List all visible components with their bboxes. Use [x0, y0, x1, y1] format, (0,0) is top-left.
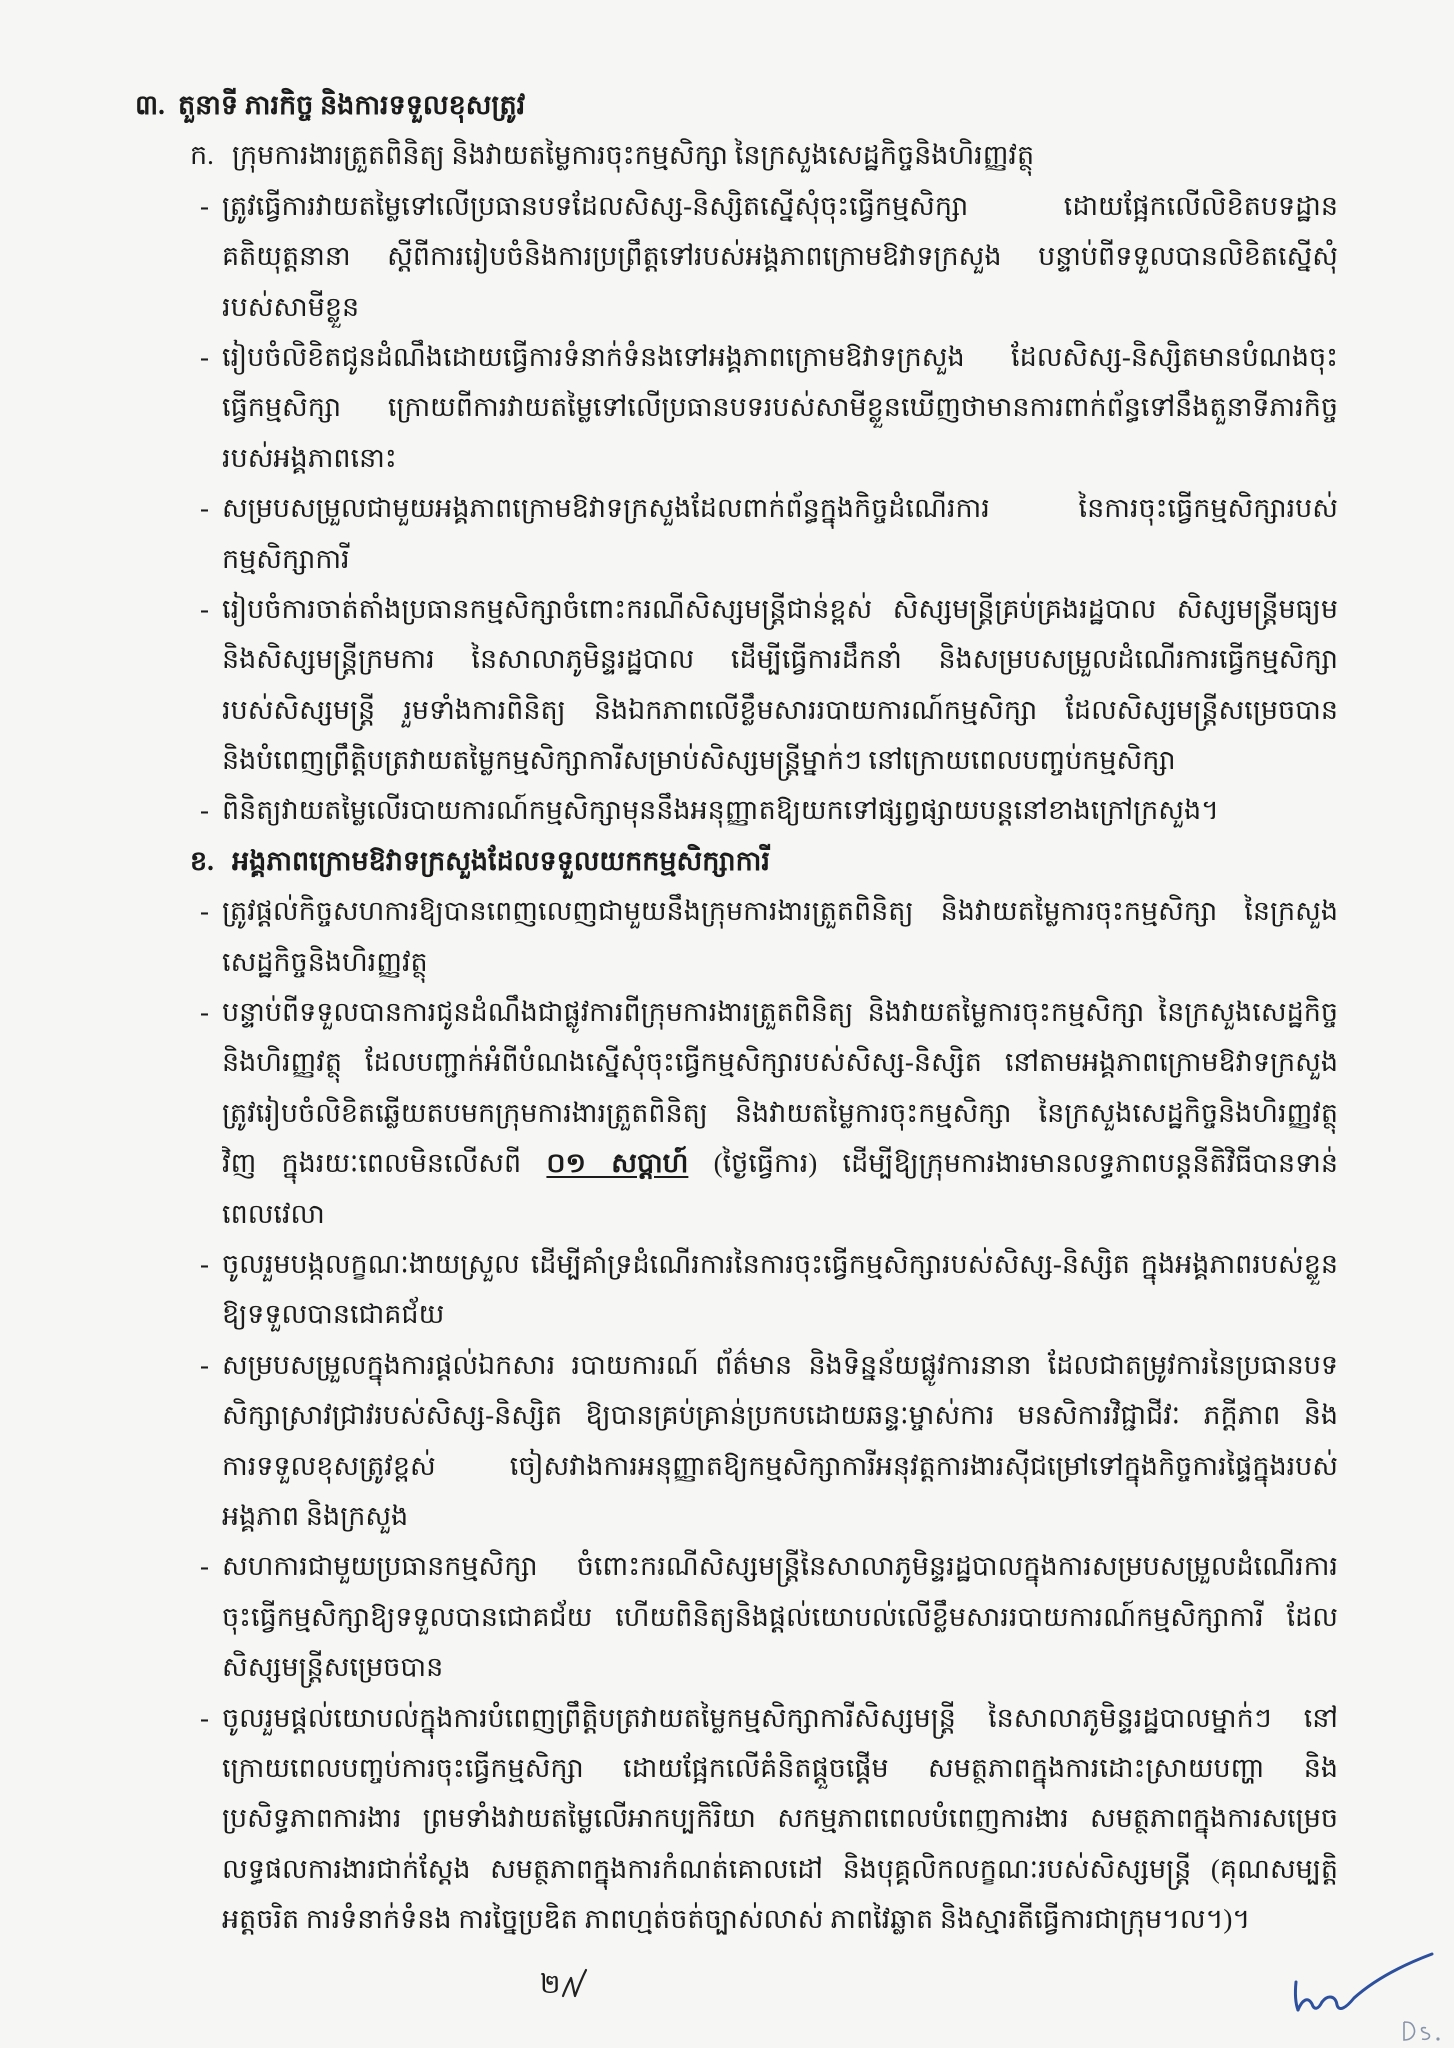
- text-segment: (ថ្ងៃធ្វើការ) ដើម្បីឱ្យក្រុមការងារមានលទ្ធភាពបន្តនីតិវិធីបានទាន់: [688, 1148, 1338, 1179]
- line-text: ធ្វើកម្មសិក្សា ក្រោយពីការវាយតម្លៃទៅលើប្រធានបទរបស់សាមីខ្លួនឃើញថាមានការពាក់ព័ន្ធទៅនឹងតួនាទីភារកិច្ច: [222, 392, 1338, 423]
- line-text: លទ្ធផលការងារជាក់ស្តែង សមត្ថភាពក្នុងការកំណត់គោលដៅ និងបុគ្គលិកលក្ខណៈរបស់សិស្សមន្ត្រី (គុណសម្បត្តិ: [222, 1853, 1338, 1884]
- list-item: [0, 1541, 1454, 1692]
- line-text: របស់អង្គភាពនោះ: [222, 442, 397, 473]
- section-marker: ខ.: [190, 845, 214, 876]
- line-text: ចុះធ្វើកម្មសិក្សាឱ្យទទួលបានជោគជ័យ ហើយពិនិត្យនិងផ្តល់យោបល់លើខ្លឹមសាររបាយការណ៍កម្មសិក្សាការី ដែល: [222, 1601, 1338, 1632]
- line-text: ចូលរួមបង្កលក្ខណៈងាយស្រួល ដើម្បីគាំទ្រដំណើរការនៃការចុះធ្វើកម្មសិក្សារបស់សិស្ស-និស្សិត ក្នុងអង្គភាពរបស់ខ្លួន: [222, 1248, 1338, 1279]
- line-text: និងបំពេញព្រឹត្តិបត្រវាយតម្លៃកម្មសិក្សាការីសម្រាប់សិស្សមន្ត្រីម្នាក់ៗ នៅក្រោយពេលបញ្ចប់កម្មសិក្សា: [222, 745, 1176, 776]
- line-text: សម្របសម្រួលជាមួយអង្គភាពក្រោមឱវាទក្រសួងដែលពាក់ព័ន្ធក្នុងកិច្ចដំណើរការ នៃការចុះធ្វើកម្មសិក្សារបស់: [222, 493, 1338, 524]
- line-text: ពេលវេលា: [222, 1198, 325, 1229]
- line-text: កម្មសិក្សាការី: [222, 543, 350, 574]
- line-text: របស់សាមីខ្លួន: [222, 291, 360, 322]
- text-line: [0, 785, 1454, 835]
- text-line: [0, 1844, 1454, 1894]
- text-line: [0, 433, 1454, 483]
- bullet-dash: -: [200, 493, 209, 524]
- bullet-dash: -: [200, 795, 209, 826]
- text-line: [0, 1390, 1454, 1440]
- text-line: [0, 1189, 1454, 1239]
- line-text: រៀបចំការចាត់តាំងប្រធានកម្មសិក្សាចំពោះករណីសិស្សមន្ត្រីជាន់ខ្ពស់ សិស្សមន្ត្រីគ្រប់គ្រងរដ្ឋបាល សិស្សមន្ត្រីមធ្យម: [222, 593, 1338, 624]
- line-text: សម្របសម្រួលក្នុងការផ្តល់ឯកសារ របាយការណ៍ ព័ត៌មាន និងទិន្នន័យផ្លូវការនានា ដែលជាតម្រូវការនៃប្រធានបទ: [222, 1349, 1338, 1380]
- heading-number: ៣.: [135, 90, 165, 120]
- bullet-dash: -: [200, 1349, 209, 1380]
- section-2: [0, 836, 1454, 1945]
- bullet-dash: -: [200, 190, 209, 221]
- line-text: និងហិរញ្ញវត្ថុ ដែលបញ្ជាក់អំពីបំណងស្នើសុំចុះធ្វើកម្មសិក្សារបស់សិស្ស-និស្សិត នៅតាមអង្គភាពក្រោមឱវាទក្រសួង: [222, 1047, 1338, 1078]
- text-line: [0, 584, 1454, 634]
- text-line: [0, 1491, 1454, 1541]
- text-segment: វិញ ក្នុងរយៈពេលមិនលើសពី: [222, 1148, 547, 1179]
- section-heading: [0, 130, 1454, 180]
- text-line: [0, 282, 1454, 332]
- text-line: [0, 937, 1454, 987]
- section-title: ក្រុមការងារត្រួតពិនិត្យ និងវាយតម្លៃការចុះកម្មសិក្សា នៃក្រសួងសេដ្ឋកិច្ចនិងហិរញ្ញវត្ថុ: [232, 140, 1035, 171]
- line-text: សិស្សមន្ត្រីសម្រេចបាន: [222, 1652, 444, 1683]
- bullet-dash: -: [200, 997, 209, 1028]
- line-text: ការទទួលខុសត្រូវខ្ពស់ ចៀសវាងការអនុញ្ញាតឱ្យកម្មសិក្សាការីអនុវត្តការងារស៊ីជម្រៅទៅក្នុងកិច្ចការផ្ទៃក្នុងរបស់: [222, 1450, 1338, 1481]
- line-text: ត្រូវរៀបចំលិខិតឆ្លើយតបមកក្រុមការងារត្រួតពិនិត្យ និងវាយតម្លៃការចុះកម្មសិក្សា នៃក្រសួងសេដ្ឋកិច្ចនិងហិរញ្ញវត្ថុ: [222, 1097, 1338, 1128]
- faint-initials-mark: [1398, 2016, 1446, 2046]
- line-text: និងសិស្សមន្ត្រីក្រមការ នៃសាលាភូមិន្ទរដ្ឋបាល ដើម្បីធ្វើការដឹកនាំ និងសម្របសម្រួលដំណើរការធ្វើកម្មសិក្សា: [222, 644, 1338, 675]
- page-initial-mark: [560, 1966, 588, 2002]
- text-line: [0, 1289, 1454, 1339]
- text-line: [0, 1138, 1454, 1188]
- line-text: ឱ្យទទួលបានជោគជ័យ: [222, 1299, 445, 1330]
- list-item: [0, 886, 1454, 987]
- line-text: [222, 1138, 1338, 1188]
- text-line: [0, 483, 1454, 533]
- text-line: [0, 1642, 1454, 1692]
- line-text: ត្រូវផ្តល់កិច្ចសហការឱ្យបានពេញលេញជាមួយនឹងក្រុមការងារត្រួតពិនិត្យ និងវាយតម្លៃការចុះកម្មសិក្សា នៃក្រសួង: [222, 896, 1338, 927]
- list-item: [0, 785, 1454, 835]
- line-text: អត្តចរិត ការទំនាក់ទំនង ការច្នៃប្រឌិត ភាពហ្មត់ចត់ច្បាស់លាស់ ភាពវៃឆ្លាត និងស្មារតីធ្វើការជាក្រុម។ល។)។: [222, 1904, 1251, 1935]
- text-line: [0, 1541, 1454, 1591]
- bullet-dash: -: [200, 1551, 209, 1582]
- line-text: ចូលរួមផ្តល់យោបល់ក្នុងការបំពេញព្រឹត្តិបត្រវាយតម្លៃកម្មសិក្សាការីសិស្សមន្ត្រី នៃសាលាភូមិន្ទរដ្ឋបាលម្នាក់ៗ នៅ: [222, 1702, 1338, 1733]
- text-line: [0, 1693, 1454, 1743]
- bullet-dash: -: [200, 896, 209, 927]
- line-text: គតិយុត្តនានា ស្តីពីការរៀបចំនិងការប្រព្រឹត្តទៅរបស់អង្គភាពក្រោមឱវាទក្រសួង បន្ទាប់ពីទទួលបានលិខិតស្នើសុំ: [222, 241, 1338, 272]
- text-line: [0, 382, 1454, 432]
- line-text: របស់សិស្សមន្ត្រី រួមទាំងការពិនិត្យ និងឯកភាពលើខ្លឹមសាររបាយការណ៍កម្មសិក្សា ដែលសិស្សមន្ត្រីសម្រេចបាន: [222, 694, 1338, 725]
- text-line: [0, 1037, 1454, 1087]
- section-heading: [0, 836, 1454, 886]
- section-marker: ក.: [190, 140, 214, 171]
- text-line: [0, 534, 1454, 584]
- line-text: រៀបចំលិខិតជូនដំណឹងដោយធ្វើការទំនាក់ទំនងទៅអង្គភាពក្រោមឱវាទក្រសួង ដែលសិស្ស-និស្សិតមានបំណងចុះ: [222, 341, 1338, 372]
- list-item: [0, 1693, 1454, 1945]
- bullet-dash: -: [200, 1248, 209, 1279]
- section-1: [0, 130, 1454, 835]
- text-line: [0, 1340, 1454, 1390]
- line-text: បន្ទាប់ពីទទួលបានការជូនដំណឹងជាផ្លូវការពីក្រុមការងារត្រួតពិនិត្យ និងវាយតម្លៃការចុះកម្មសិក្សា នៃក្រសួងសេដ្ឋកិច្ច: [222, 997, 1338, 1028]
- text-line: [0, 332, 1454, 382]
- heading-title: តួនាទី ភារកិច្ច និងការទទួលខុសត្រូវ: [178, 90, 526, 120]
- bullet-dash: -: [200, 341, 209, 372]
- text-line: [0, 1743, 1454, 1793]
- line-text: សហការជាមួយប្រធានកម្មសិក្សា ចំពោះករណីសិស្សមន្ត្រីនៃសាលាភូមិន្ទរដ្ឋបាលក្នុងការសម្របសម្រួលដំណើរការ: [222, 1551, 1338, 1582]
- text-line: [0, 634, 1454, 684]
- line-text: ត្រូវធ្វើការវាយតម្លៃទៅលើប្រធានបទដែលសិស្ស-និស្សិតស្នើសុំចុះធ្វើកម្មសិក្សា ដោយផ្អែកលើលិខិតបទដ្ឋាន: [222, 190, 1338, 221]
- line-text: ពិនិត្យវាយតម្លៃលើរបាយការណ៍កម្មសិក្សាមុននឹងអនុញ្ញាតឱ្យយកទៅផ្សព្វផ្សាយបន្តនៅខាងក្រៅក្រសួង។: [222, 795, 1219, 826]
- bullet-dash: -: [200, 1702, 209, 1733]
- document-body: [0, 80, 1454, 1944]
- text-line: [0, 231, 1454, 281]
- text-line: [0, 735, 1454, 785]
- bullet-dash: -: [200, 593, 209, 624]
- line-text: សេដ្ឋកិច្ចនិងហិរញ្ញវត្ថុ: [222, 946, 428, 977]
- text-line: [0, 1088, 1454, 1138]
- text-line: [0, 1793, 1454, 1843]
- text-line: [0, 987, 1454, 1037]
- list-item: [0, 1340, 1454, 1542]
- list-item: [0, 987, 1454, 1239]
- list-item: [0, 181, 1454, 332]
- text-line: [0, 685, 1454, 735]
- text-line: [0, 1441, 1454, 1491]
- section-title: អង្គភាពក្រោមឱវាទក្រសួងដែលទទួលយកកម្មសិក្សាការី: [232, 845, 770, 876]
- emphasized-text: ០១ សប្តាហ៍: [546, 1148, 689, 1179]
- page-number: ២: [540, 1969, 561, 1999]
- line-text: អង្គភាព និងក្រសួង: [222, 1500, 409, 1531]
- list-item: [0, 332, 1454, 483]
- list-item: [0, 584, 1454, 786]
- text-line: [0, 1894, 1454, 1944]
- list-item: [0, 483, 1454, 584]
- text-line: [0, 1239, 1454, 1289]
- text-line: [0, 181, 1454, 231]
- line-text: សិក្សាស្រាវជ្រាវរបស់សិស្ស-និស្សិត ឱ្យបានគ្រប់គ្រាន់ប្រកបដោយឆន្ទៈម្ចាស់ការ មនសិការវិជ្ជាជីវៈ ភក្តីភាព និង: [222, 1400, 1338, 1431]
- text-line: [0, 1592, 1454, 1642]
- line-text: ប្រសិទ្ធភាពការងារ ព្រមទាំងវាយតម្លៃលើអាកប្បកិរិយា សកម្មភាពពេលបំពេញការងារ សមត្ថភាពក្នុងការសម្រេច: [222, 1803, 1338, 1834]
- list-item: [0, 1239, 1454, 1340]
- text-line: [0, 886, 1454, 936]
- line-text: ក្រោយពេលបញ្ចប់ការចុះធ្វើកម្មសិក្សា ដោយផ្អែកលើគំនិតផ្តួចផ្តើម សមត្ថភាពក្នុងការដោះស្រាយបញ្ហា និង: [222, 1752, 1338, 1783]
- section-3-heading: [0, 80, 1454, 130]
